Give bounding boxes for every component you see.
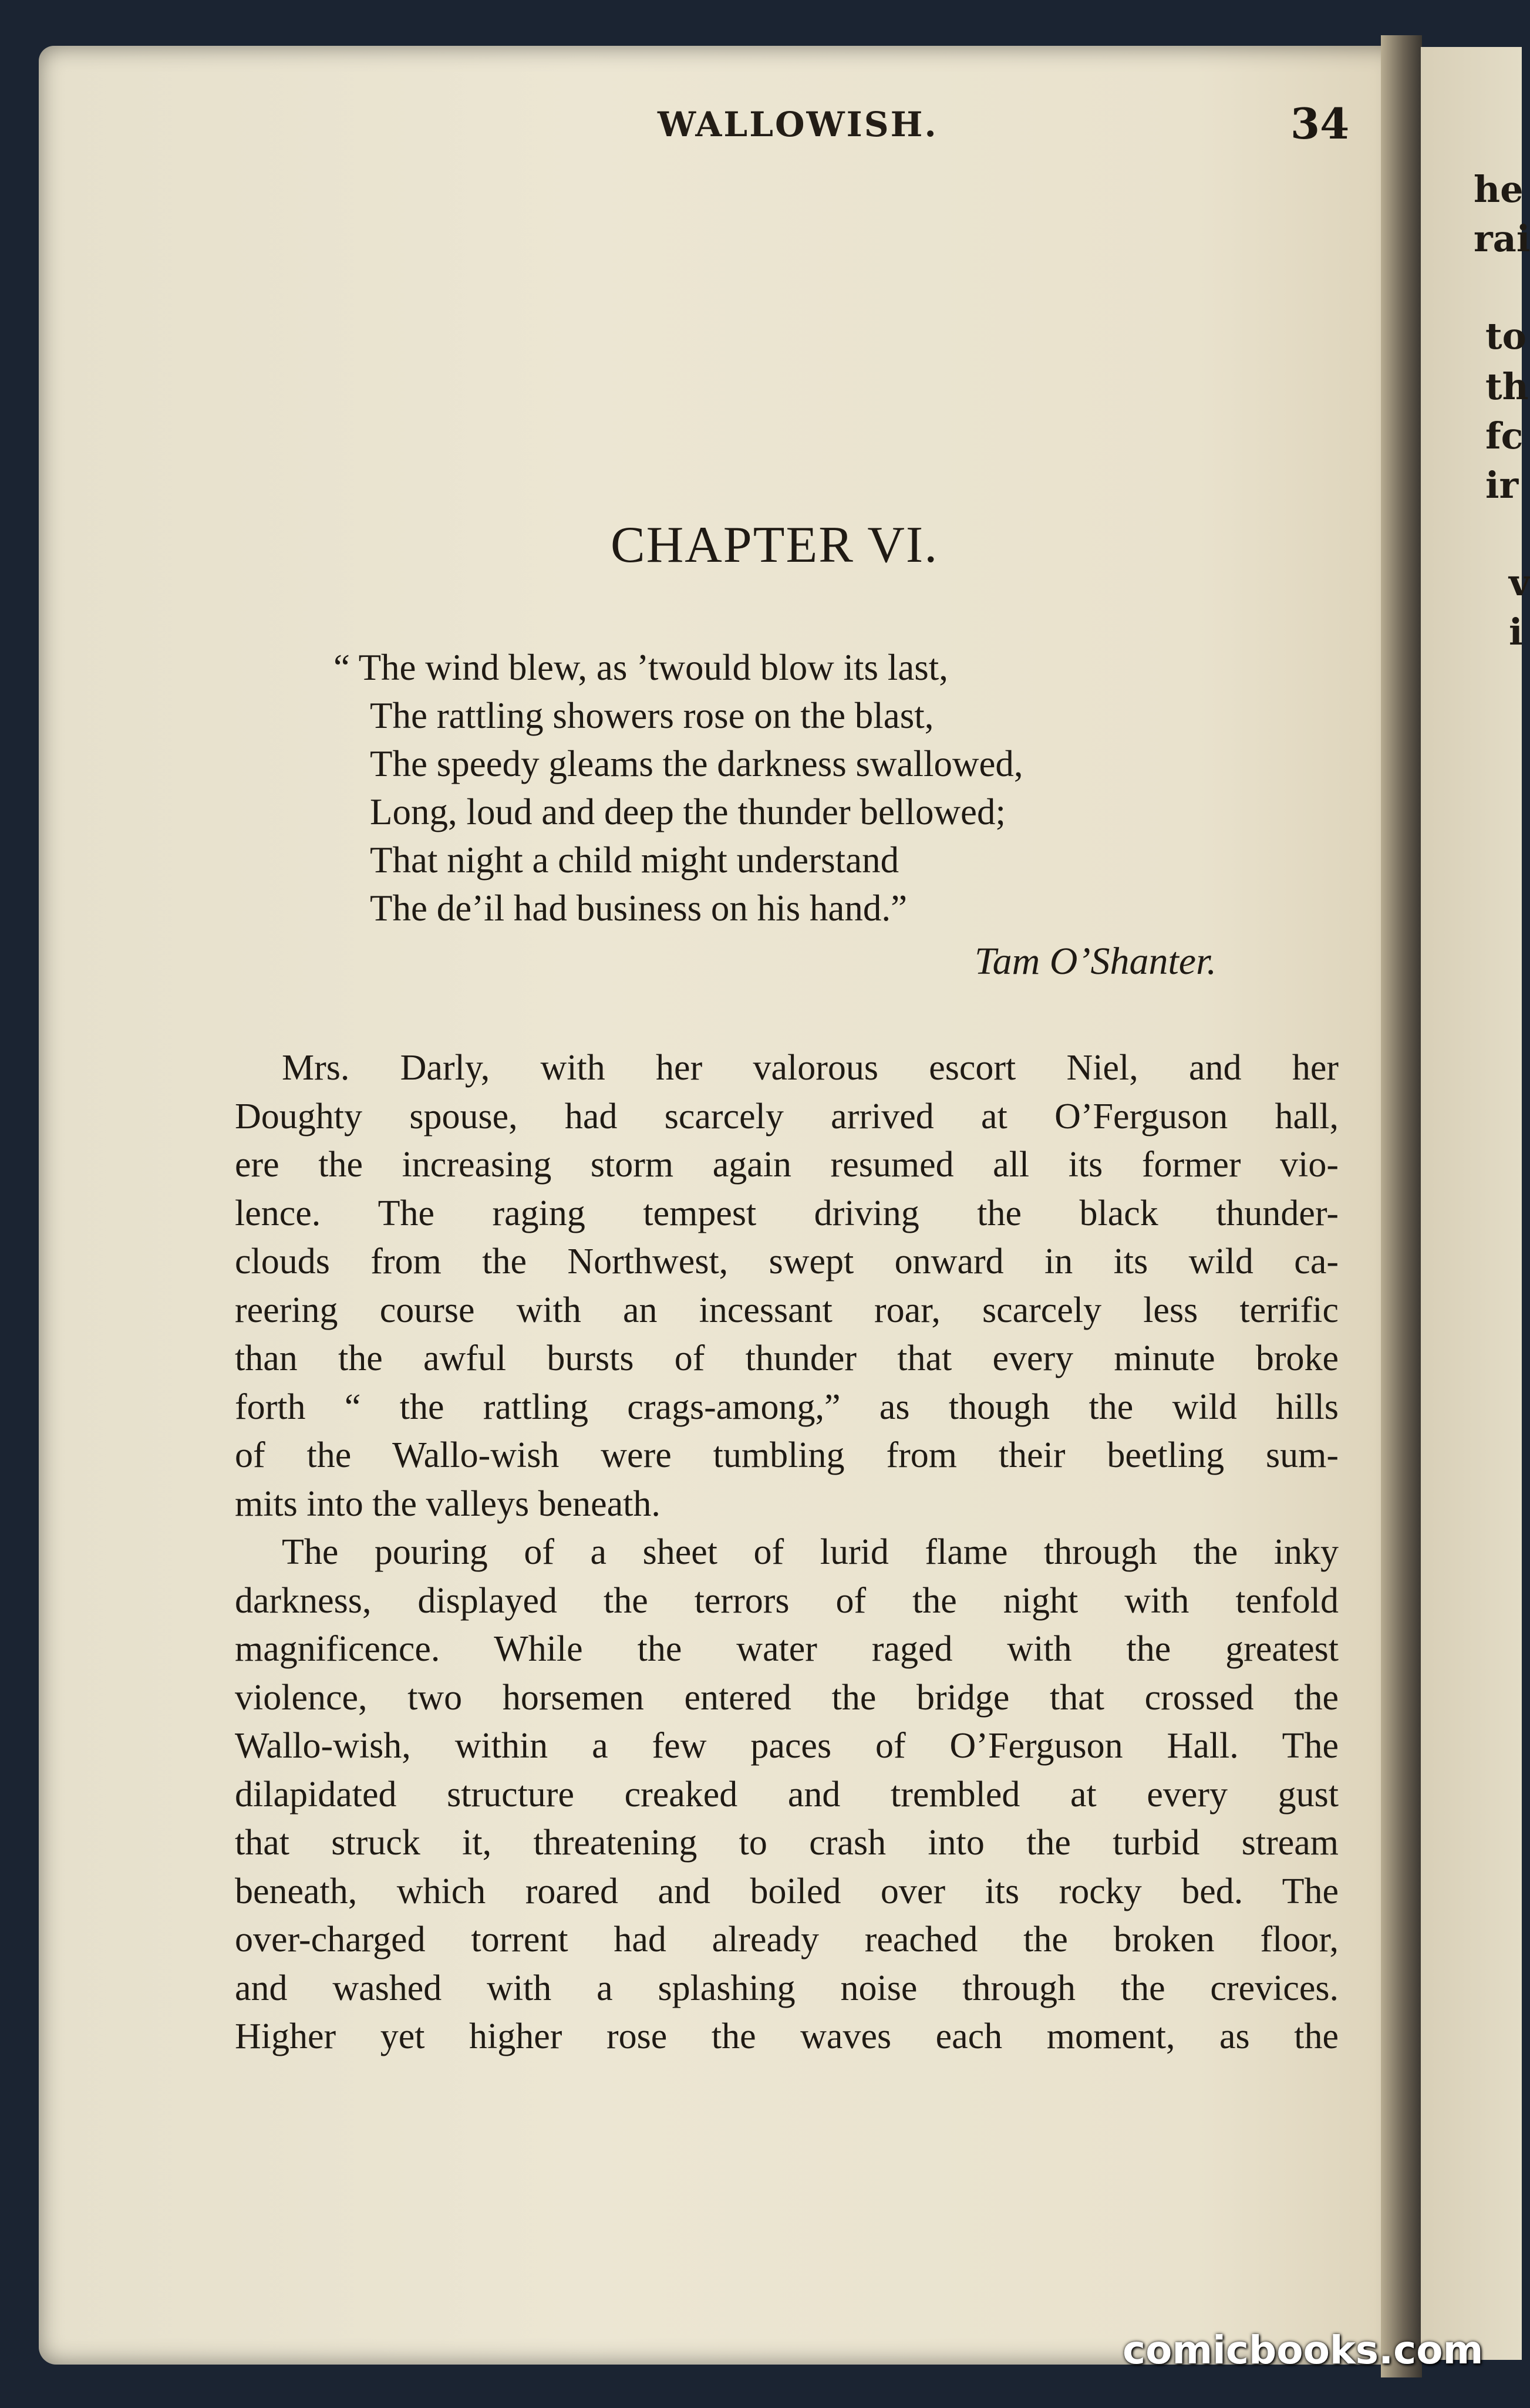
verse-line: Long, loud and deep the thunder bellowed; <box>370 791 1006 832</box>
verse-line: “ The wind blew, as ’twould blow its last, <box>333 647 948 688</box>
text-line: Doughty spouse, had scarcely arrived at O’Ferguson hall, <box>235 1096 1339 1136</box>
text-line: reering course with an incessant roar, scarcely less terrific <box>235 1290 1339 1330</box>
text-line: Higher yet higher rose the waves each moment, as the <box>235 2016 1339 2056</box>
page-number: 34 <box>1290 99 1350 149</box>
text-line: beneath, which roared and boiled over its rocky bed. The <box>235 1871 1339 1911</box>
text-line: magnificence. While the water raged with the greatest <box>235 1629 1339 1669</box>
verse-line: The speedy gleams the darkness swallowed, <box>370 743 1023 784</box>
text-line: Mrs. Darly, with her valorous escort Niel, and her <box>282 1048 1339 1088</box>
facing-page-fragment: i <box>1509 611 1523 653</box>
text-line: The pouring of a sheet of lurid flame through the inky <box>282 1532 1339 1572</box>
running-title: WALLOWISH. <box>658 104 938 144</box>
facing-page-fragment: v <box>1509 561 1530 604</box>
facing-page-fragment: th <box>1485 365 1529 408</box>
text-line: ere the increasing storm again resumed all its former vio- <box>235 1145 1339 1185</box>
book-gutter <box>1381 35 1422 2377</box>
text-line: over-charged torrent had already reached the broken floor, <box>235 1920 1339 1960</box>
epigraph-verse <box>333 643 1296 932</box>
text-line: lence. The raging tempest driving the black thunder- <box>235 1193 1339 1233</box>
text-line: mits into the valleys beneath. <box>235 1483 660 1524</box>
site-watermark: comicbooks.com <box>1123 2328 1484 2373</box>
text-line: and washed with a splashing noise through the crevices. <box>235 1968 1339 2008</box>
body-text <box>235 1044 1339 2061</box>
facing-page <box>1421 47 1530 2360</box>
text-line: that struck it, threatening to crash into the turbid stream <box>235 1823 1339 1863</box>
text-line: than the awful bursts of thunder that every minute broke <box>235 1338 1339 1378</box>
verse-line: The de’il had business on his hand.” <box>370 888 908 929</box>
epigraph-attribution: Tam O’Shanter. <box>975 940 1216 983</box>
text-line: violence, two horsemen entered the bridge that crossed the <box>235 1677 1339 1718</box>
text-line: darkness, displayed the terrors of the night with tenfold <box>235 1580 1339 1621</box>
text-line: of the Wallo-wish were tumbling from their beetling sum- <box>235 1435 1339 1475</box>
verse-line: That night a child might understand <box>370 839 899 881</box>
chapter-heading: CHAPTER VI. <box>611 517 939 574</box>
text-line: forth “ the rattling crags-among,” as though the wild hills <box>235 1387 1339 1427</box>
facing-page-fragment: he <box>1474 168 1524 211</box>
facing-page-fragment: ir <box>1485 464 1519 507</box>
facing-page-fragment: to <box>1485 315 1526 358</box>
text-line: clouds from the Northwest, swept onward in its wild ca- <box>235 1242 1339 1281</box>
text-line: dilapidated structure creaked and trembled at every gust <box>235 1774 1339 1815</box>
facing-page-fragment: rai <box>1474 217 1530 260</box>
facing-page-fragment: fc <box>1485 414 1524 457</box>
verse-line: The rattling showers rose on the blast, <box>370 695 934 736</box>
text-line: Wallo-wish, within a few paces of O’Ferguson Hall. The <box>235 1726 1339 1766</box>
